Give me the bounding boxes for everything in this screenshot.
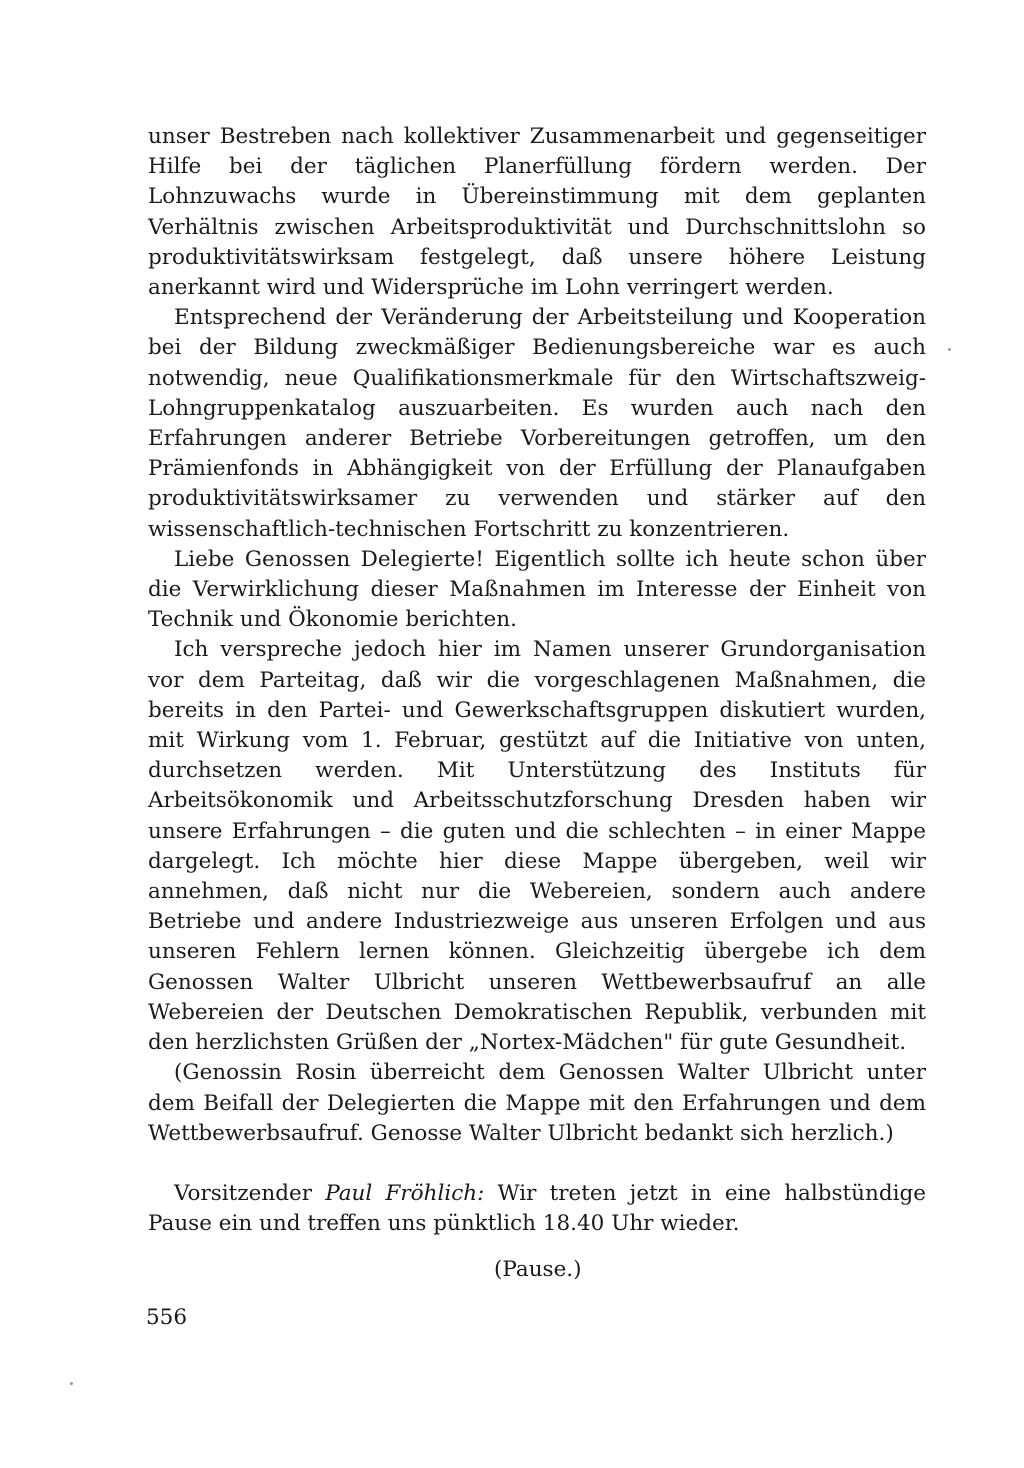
paragraph-4: Ich verspreche jedoch hier im Namen unserer Grundorganisation vor dem Parteitag, daß wir die vorgeschlagenen Maßnahmen, die bereits in den Partei- und Gewerkschaftsgruppen diskutiert wurden, mit Wirkung vom 1. Februar, gestützt auf die Initiative von unten, durchsetzen werden. Mit Unterstützung des Instituts für Arbeitsökonomik und Arbeitsschutzforschung Dresden haben wir unsere Erfahrungen – die guten und die schlechten – in einer Mappe dargelegt. Ich möchte hier diese Mappe übergeben, weil wir annehmen, daß nicht nur die Webereien, sondern auch andere Betriebe und andere Industriezweige aus unseren Erfolgen und aus unseren Fehlern lernen können. Gleichzeitig übergebe ich dem Genossen Walter Ulbricht unseren Wettbewerbsaufruf an alle Webereien der Deutschen Demokratischen Republik, verbunden mit den herzlichsten Grüßen der „Nortex-Mädchen" für gute Gesundheit.	[148, 637, 926, 1056]
speaker-name: Paul Fröhlich:	[325, 1180, 485, 1206]
pause-note: (Pause.)	[494, 1257, 582, 1282]
scan-speck	[70, 1382, 73, 1385]
speaker-prefix: Vorsitzender	[174, 1180, 326, 1206]
scan-speck	[948, 348, 951, 351]
speaker-text: Wir treten jetzt in eine halbstündige Pause ein und treffen uns pünktlich 18.40 Uhr wieder.	[148, 1180, 926, 1237]
paragraph-3: Liebe Genossen Delegierte! Eigentlich sollte ich heute schon über die Verwirklichung dieser Maßnahmen im Interesse der Einheit von Technik und Ökonomie berichten.	[148, 546, 926, 633]
speaker-paragraph	[148, 1179, 926, 1239]
page-number: 556	[146, 1305, 188, 1330]
text-block	[148, 122, 926, 1239]
paragraph-2: Entsprechend der Veränderung der Arbeitsteilung und Kooperation bei der Bildung zweckmäßiger Bedienungsbereiche war es auch notwendig, neue Qualifikationsmerkmale für den Wirtschaftszweig-Lohngruppenkatalog auszuarbeiten. Es wurden auch nach den Erfahrungen anderer Betriebe Vorbereitungen getroffen, um den Prämienfonds in Abhängigkeit von der Erfüllung der Planaufgaben produktivitätswirksamer zu verwenden und stärker auf den wissenschaftlich-technischen Fortschritt zu konzentrieren.	[148, 305, 926, 542]
paragraph-1: unser Bestreben nach kollektiver Zusammenarbeit und gegenseitiger Hilfe bei der täglichen Planerfüllung fördern werden. Der Lohnzuwachs wurde in Übereinstimmung mit dem geplanten Verhältnis zwischen Arbeitsproduktivität und Durchschnittslohn so produktivitätswirksam festgelegt, daß unsere höhere Leistung anerkannt wird und Widersprüche im Lohn verringert werden.	[148, 124, 926, 301]
page-body	[148, 122, 926, 1239]
paragraph-5: (Genossin Rosin überreicht dem Genossen Walter Ulbricht unter dem Beifall der Delegierten die Mappe mit den Erfahrungen und dem Wettbewerbsaufruf. Genosse Walter Ulbricht bedankt sich herzlich.)	[148, 1060, 926, 1146]
